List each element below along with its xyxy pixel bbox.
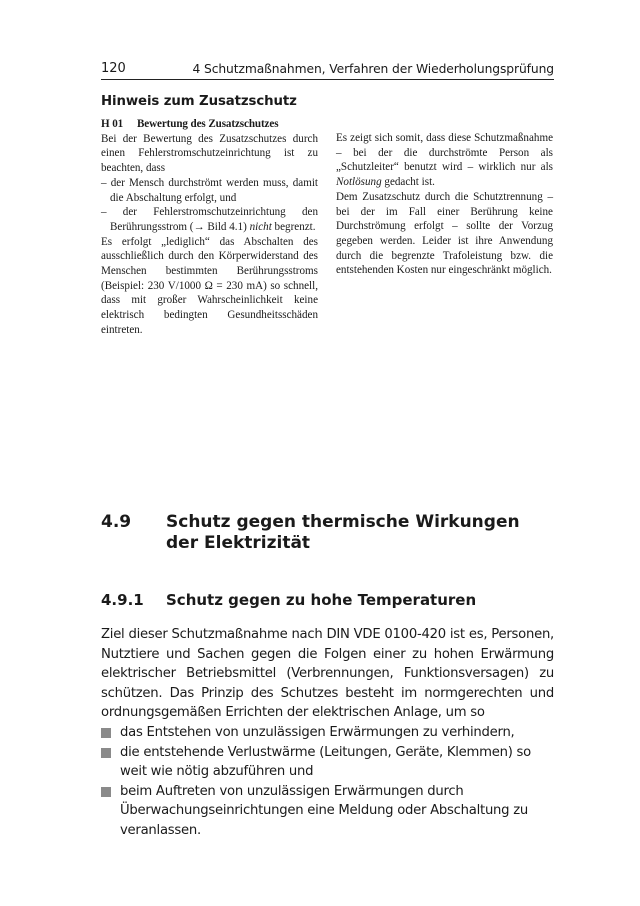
body-paragraph: Ziel dieser Schutzmaßnahme nach DIN VDE 0100-420 ist es, Personen, Nutztiere und Sachen gegen die Folgen einer zu hohen Erwärmung elektrischer Betriebsmittel (Verbrennungen, Funktionsversagen) zu schützen. Das Prinzip des Schutzes besteht im normgerechten und ordnungsgemäßen Errichten der elektrischen Anlage, um so: [101, 627, 554, 721]
bullet-list: [101, 723, 554, 841]
note-left-item-1: – der Mensch durchströmt werden muss, damit die Abschaltung erfolgt, und: [101, 176, 318, 204]
note-right-paragraph-2: Dem Zusatzschutz durch die Schutztrennung – bei der im Fall einer Berührung keine Durchströmung erfolgt – sollte der Vorzug gegeben werden. Leider ist ihre Anwendung durch die begrenzte Trafoleistung bzw. die entstehenden Kosten nur eingeschränkt möglich.: [336, 190, 553, 277]
note-label-code: H 01: [101, 118, 124, 130]
header-rule: [101, 79, 554, 80]
bullet-item: [101, 782, 554, 841]
note-right-column: [336, 131, 553, 278]
note-heading: Hinweis zum Zusatzschutz: [101, 94, 297, 109]
note-left-item-2: [101, 205, 318, 234]
square-bullet-icon: [101, 787, 111, 797]
bullet-text: beim Auftreten von unzulässigen Erwärmungen durch Überwachungseinrichtungen eine Meldung oder Abschaltung zu veranlassen.: [120, 783, 529, 838]
subsection-number: 4.9.1: [101, 591, 144, 609]
body-text: [101, 625, 554, 841]
bullet-item: [101, 723, 554, 743]
bullet-text: die entstehende Verlustwärme (Leitungen, Geräte, Klemmen) so weit wie nötig abzuführen und: [120, 744, 531, 780]
bullet-text: das Entstehen von unzulässigen Erwärmungen zu verhindern,: [120, 724, 515, 740]
page-number: 120: [101, 61, 126, 76]
square-bullet-icon: [101, 748, 111, 758]
note-left-column: [101, 117, 318, 338]
note-left-intro: Bei der Bewertung des Zusatzschutzes durch einen Fehlerstromschutzeinrichtung ist zu beachten, dass: [101, 132, 318, 175]
note-left-item-2-emphasis: nicht: [249, 220, 272, 233]
running-head: 4 Schutzmaßnahmen, Verfahren der Wiederholungsprüfung: [192, 62, 554, 76]
square-bullet-icon: [101, 728, 111, 738]
note-right-paragraph-1-text: Es zeigt sich somit, dass diese Schutzmaßnahme – bei der die durchströmte Person als „Schutzleiter“ benutzt wird – wirklich nur als: [336, 132, 553, 174]
note-right-paragraph-1: [336, 131, 553, 190]
note-right-paragraph-1-emphasis: Notlösung: [336, 176, 382, 189]
section-title: Schutz gegen thermische Wirkungen der Elektrizität: [166, 512, 520, 553]
note-label: [101, 117, 318, 132]
note-left-item-2-end: begrenzt.: [271, 220, 316, 233]
note-left-item-2-text: – der Fehlerstromschutzeinrichtung den Berührungsstrom (→ Bild 4.1): [101, 206, 318, 233]
note-left-paragraph-2: Es erfolgt „lediglich“ das Abschalten des ausschließlich durch den Körperwiderstand des Menschen bestimmten Berührungsstroms (Beispiel: 230 V/1000 Ω = 230 mA) so schnell, dass mit großer Wahrscheinlichkeit keine elektrisch bedingten Gesundheitsschäden eintreten.: [101, 235, 318, 336]
section-number: 4.9: [101, 512, 132, 532]
note-label-title: Bewertung des Zusatzschutzes: [137, 118, 279, 130]
note-right-paragraph-1-end: gedacht ist.: [381, 176, 435, 189]
bullet-item: [101, 743, 554, 782]
subsection-title: Schutz gegen zu hohe Temperaturen: [166, 591, 477, 609]
